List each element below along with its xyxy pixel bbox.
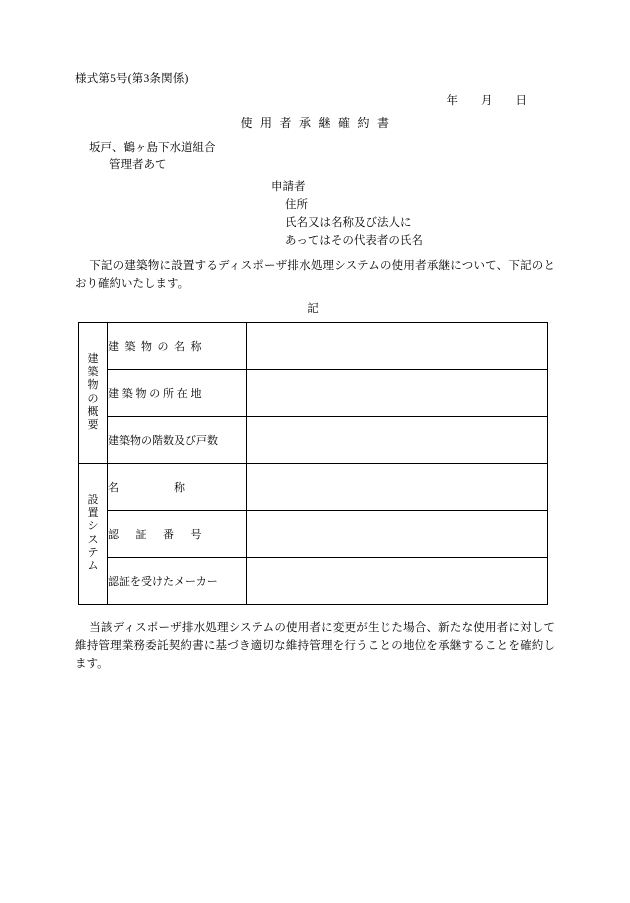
document-title: 使 用 者 承 継 確 約 書 [240,116,390,130]
date-line: 年 月 日 [446,95,527,107]
table-row [79,322,548,369]
closing-paragraph [75,619,555,674]
row-value-building-floors[interactable] [247,416,548,463]
form-table [78,322,548,605]
row-label-building-floors: 建築物の階数及び戸数 [108,416,247,463]
row-label-building-name: 建 築 物 の 名 称 [108,322,247,369]
applicant-label: 申請者 [271,181,306,193]
table-row [79,510,548,557]
applicant-name-label-line2: あってはその代表者の氏名 [285,235,423,247]
row-value-certification-number[interactable] [247,510,548,557]
row-label-building-location: 建 築 物 の 所 在 地 [108,369,247,416]
row-label-system-name: 名 称 [108,463,247,510]
row-label-certification-number: 認 証 番 号 [108,510,247,557]
row-label-manufacturer: 認証を受けたメーカー [108,557,247,604]
closing-text: 当該ディスポーザ排水処理システムの使用者に変更が生じた場合、新たな使用者に対して維持管理業務委託契約書に基づき適切な維持管理を行うことの地位を承継することを確約します。 [75,621,555,671]
row-value-system-name[interactable] [247,463,548,510]
ki-label: 記 [307,302,319,315]
applicant-block [75,178,555,248]
row-value-manufacturer[interactable] [247,557,548,604]
applicant-name-label-line1: 氏名又は名称及び法人に [285,217,412,229]
section-label-building: 建築物の概要 [79,322,108,463]
row-value-building-location[interactable] [247,369,548,416]
table-row [79,557,548,604]
table-row [79,416,548,463]
row-value-building-name[interactable] [247,322,548,369]
applicant-address-label: 住所 [285,199,308,211]
addressee-manager: 管理者あて [109,159,167,171]
table-row [79,369,548,416]
intro-paragraph [75,258,555,294]
section-label-system: 設置システム [79,463,108,604]
form-number: 様式第5号(第3条関係) [75,73,189,85]
addressee-organization: 坂戸、鶴ヶ島下水道組合 [89,142,216,154]
table-row [79,463,548,510]
intro-text: 下記の建築物に設置するディスポーザ排水処理システムの使用者承継について、下記のとおり確約いたします。 [75,260,555,290]
